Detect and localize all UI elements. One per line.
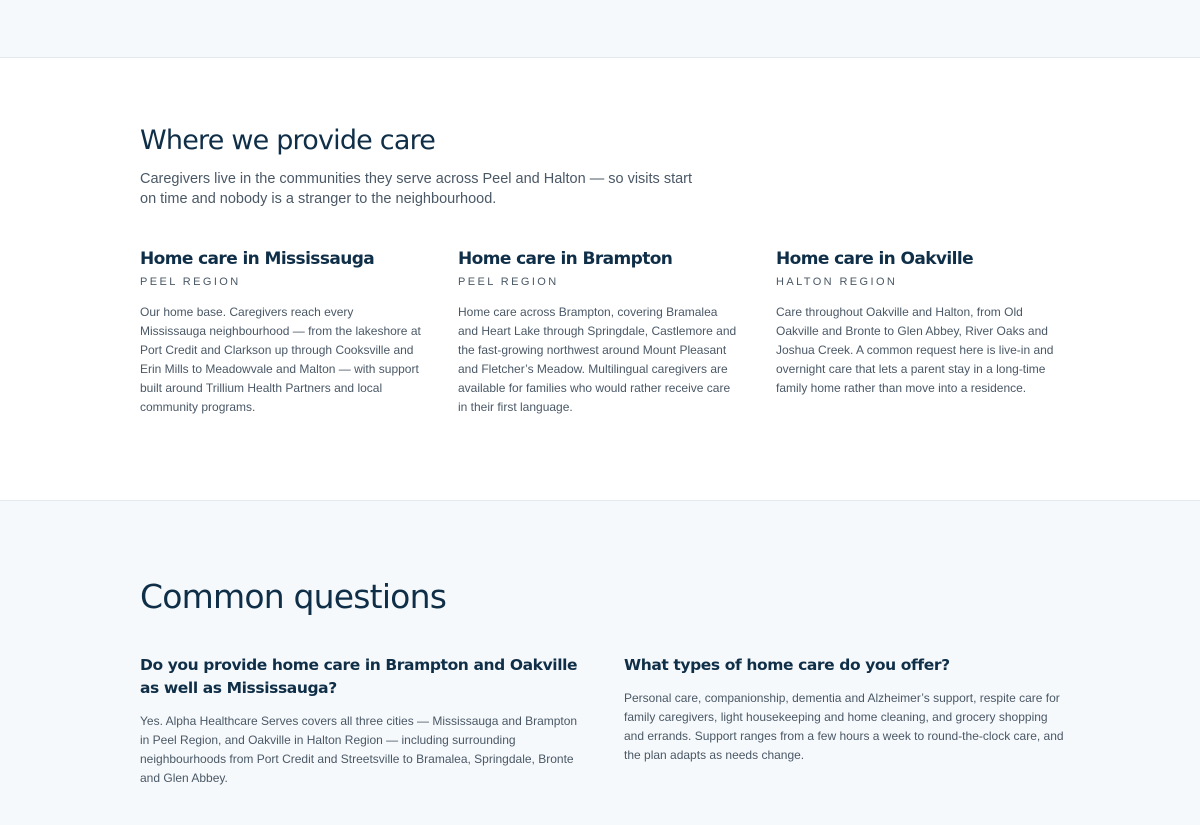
location-card-mississauga <box>140 249 422 417</box>
location-card-region: PEEL REGION <box>140 276 241 288</box>
faq-answer: Personal care, companionship, dementia and Alzheimer’s support, respite care for family caregivers, light housekeeping and home cleaning, and grocery shopping and errands. Support ranges from a few hours a week to round-the-clock care, and the plan adapts as needs change. <box>624 691 1064 762</box>
top-band <box>0 0 1200 58</box>
locations-intro: Caregivers live in the communities they serve across Peel and Halton — so visits start on time and nobody is a stranger to the neighbourhood. <box>140 171 693 207</box>
location-card-region: PEEL REGION <box>458 276 559 288</box>
location-card-body: Home care across Brampton, covering Bramalea and Heart Lake through Springdale, Castlemore and the fast-growing northwest around Mount Pleasant and Fletcher’s Meadow. Multilingual caregivers are available for families who would rather receive care in their first language. <box>458 305 737 414</box>
location-card-brampton <box>458 249 740 417</box>
location-card-title: Home care in Mississauga <box>140 249 375 269</box>
location-card-oakville <box>776 249 1058 398</box>
locations-title: Where we provide care <box>140 125 436 156</box>
locations-section <box>0 59 1200 500</box>
faq-question: What types of home care do you offer? <box>624 656 950 674</box>
faq-question: Do you provide home care in Brampton and Oakville as well as Mississauga? <box>140 656 578 697</box>
faq-item <box>140 654 580 788</box>
faq-item <box>624 654 1064 765</box>
location-card-body: Care throughout Oakville and Halton, from Old Oakville and Bronte to Glen Abbey, River Oaks and Joshua Creek. A common request here is live-in and overnight care that lets a parent stay in a long-time family home rather than move into a residence. <box>776 305 1054 395</box>
faq-title: Common questions <box>140 577 447 616</box>
location-card-body: Our home base. Caregivers reach every Mississauga neighbourhood — from the lakeshore at Port Credit and Clarkson up through Cooksville and Erin Mills to Meadowvale and Malton — with support built around Trillium Health Partners and local community programs. <box>140 305 421 414</box>
location-card-title: Home care in Brampton <box>458 249 673 269</box>
faq-section <box>0 500 1200 825</box>
location-card-title: Home care in Oakville <box>776 249 974 269</box>
faq-answer: Yes. Alpha Healthcare Serves covers all three cities — Mississauga and Brampton in Peel Region, and Oakville in Halton Region — including surrounding neighbourhoods from Port Credit and Streetsville to Bramalea, Springdale, Bronte and Glen Abbey. <box>140 714 578 785</box>
location-card-region: HALTON REGION <box>776 276 898 288</box>
